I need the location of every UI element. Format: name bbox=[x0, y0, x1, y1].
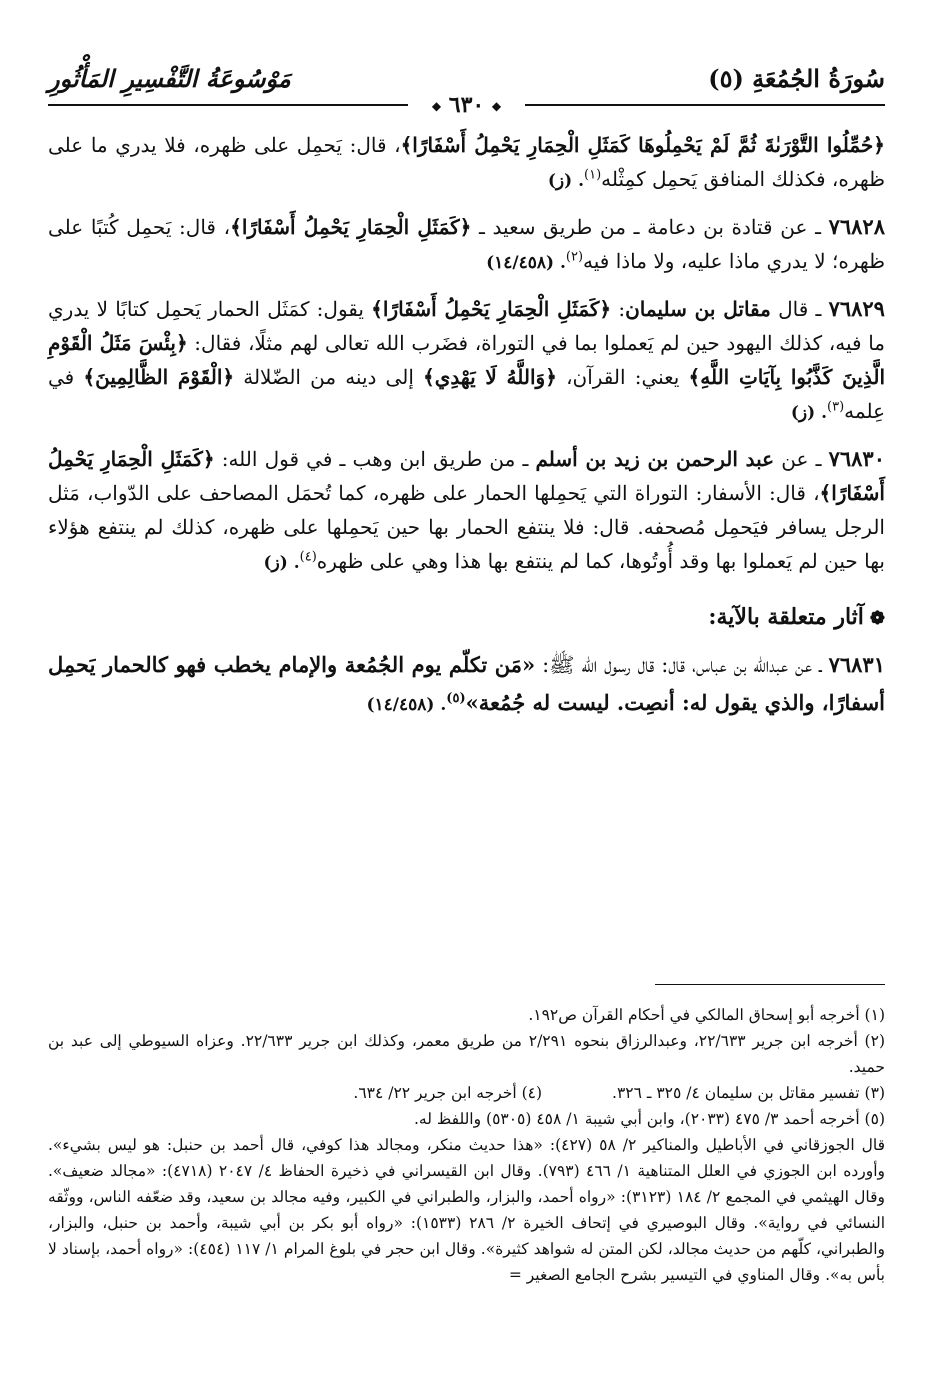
page-number-group bbox=[422, 92, 511, 118]
quran-quote: ﴿كَمَثَلِ الْحِمَارِ يَحْمِلُ أَسْفَارًا﴾ bbox=[230, 215, 472, 239]
footnote-5-continued: قال الجوزقاني في الأباطيل والمناكير ٢/ ٥٨ (٤٢٧): «هذا حديث منكر، ومجالد هذا كوفي، قال أحمد بن حنبل: هو ليس بشيء». وأورده ابن الجوزي في العلل المتناهية ١/ ٤٦٦ (٧٩٣). وقال ابن القيسراني في ذخيرة الحفاظ ٤/ ٢٠٤٧ (٤٧١٨): «مجالد ضعيف». وقال الهيثمي في المجمع ٢/ ١٨٤ (٣١٢٣): «رواه أحمد، والبزار، والطبراني في الكبير، وفيه مجالد بن سعيد، وقد ضعّفه الناس، ووثّقه النسائي في رواية». وقال البوصيري في إتحاف الخيرة ٢/ ٢٨٦ (١٥٣٣): «رواه أبو بكر بن أبي شيبة، وأحمد بن حنبل، والبزار، والطبراني، كلّهم من حديث مجالد، لكن المتن له شواهد كثيرة». وقال ابن حجر في بلوغ المرام ١/ ١١٧ (٤٥٤): «رواه أحمد، بإسناد لا بأس به». وقال المناوي في التيسير بشرح الجامع الصغير = bbox=[48, 1136, 886, 1284]
text: في عِلمه bbox=[48, 365, 885, 423]
text: ، قال: يَحمِل كُتبًا على ظهره؛ لا يدري ماذا عليه، ولا ماذا فيه bbox=[48, 215, 885, 273]
header-rule-left bbox=[48, 104, 408, 106]
narration-76828 bbox=[48, 210, 885, 280]
marker: . (ز) bbox=[263, 553, 300, 573]
footnote-ref[interactable]: (١) bbox=[584, 167, 602, 183]
quran-quote: ﴿كَمَثَلِ الْحِمَارِ يَحْمِلُ أَسْفَارًا﴾ bbox=[48, 447, 885, 505]
paragraph-continued bbox=[48, 128, 885, 198]
flower-icon: ❁ bbox=[869, 608, 885, 629]
marker: . (ز) bbox=[790, 403, 828, 423]
narration-76830 bbox=[48, 442, 885, 580]
footnote-ref[interactable]: (٢) bbox=[565, 249, 584, 265]
quran-quote: ﴿الْقَوْمَ الظَّالِمِينَ﴾ bbox=[83, 365, 235, 389]
hadith-text: «مَن تكلّم يوم الجُمُعة والإمام يخطب فهو كالحمار يَحمِل أسفارًا، والذي يقول له: أنصِت. ليست له جُمُعة» bbox=[48, 652, 885, 715]
narration-number: ٧٦٨٢٩ bbox=[828, 296, 885, 321]
footnote-ref[interactable]: (٥) bbox=[446, 691, 466, 706]
quran-quote: ﴿بِئْسَ مَثَلُ الْقَوْمِ الَّذِينَ كَذَّبُوا بِآيَاتِ اللَّهِ﴾ bbox=[48, 331, 886, 389]
page-header bbox=[48, 62, 885, 118]
quran-quote: ﴿وَاللَّهُ لَا يَهْدِي﴾ bbox=[423, 365, 557, 389]
marker: . (ز) bbox=[547, 171, 585, 191]
footnote-row bbox=[48, 1080, 885, 1106]
text: إلى دينه من الضّلالة bbox=[234, 365, 424, 389]
quran-quote: ﴿كَمَثَلِ الْحِمَارِ يَحْمِلُ أَسْفَارًا﴾ bbox=[371, 297, 612, 321]
header-rule-right bbox=[525, 104, 885, 106]
section-title: آثار متعلقة بالآية: bbox=[708, 604, 864, 630]
text: ـ عن عبدالله بن عباس، قال: قال رسول الله ﷺ: bbox=[535, 653, 829, 677]
narration-number: ٧٦٨٣١ bbox=[828, 652, 885, 677]
book-page bbox=[48, 62, 885, 1367]
section-heading bbox=[48, 600, 885, 636]
footnote-1: (١) أخرجه أبو إسحاق المالكي في أحكام القرآن ص١٩٢. bbox=[528, 1006, 885, 1024]
narration-76829 bbox=[48, 292, 885, 430]
text: ، قال: يَحمِل على ظهره، فلا يدري ما على ظهره، فكذلك المنافق يَحمِل كمِثْله bbox=[48, 133, 885, 191]
footnote-separator bbox=[655, 984, 885, 985]
footnote-ref[interactable]: (٤) bbox=[299, 549, 317, 565]
text: ـ عن bbox=[774, 447, 829, 471]
volume-reference: . (١٤/٤٥٨) bbox=[366, 695, 447, 715]
book-title: مَوْسُوعَةُ التَّفْسِيرِ المَأْثُورِ bbox=[48, 64, 291, 93]
ornament-icon: ◆ bbox=[491, 99, 502, 113]
volume-reference: . (١٤/٤٥٨) bbox=[486, 253, 566, 273]
narrator-name: عبد الرحمن بن زيد بن أسلم bbox=[535, 447, 775, 471]
footnote-5: (٥) أخرجه أحمد ٣/ ٤٧٥ (٢٠٣٣)، وابن أبي شيبة ١/ ٤٥٨ (٥٣٠٥) واللفظ له. bbox=[414, 1110, 885, 1128]
surah-title: سُورَةُ الجُمُعَةِ (٥) bbox=[708, 64, 885, 93]
text: ـ قال bbox=[770, 297, 829, 321]
narration-number: ٧٦٨٢٨ bbox=[828, 214, 885, 239]
header-rule bbox=[48, 92, 885, 118]
footnote-2: (٢) أخرجه ابن جرير ٢٢/٦٣٣، وعبدالرزاق بنحوه ٢/٢٩١ من طريق معمر، وكذلك ابن جرير ٢٢/٦٣٣. وعزاه السيوطي إلى عبد بن حميد. bbox=[48, 1032, 885, 1076]
text: يعني: القرآن، bbox=[556, 365, 689, 389]
narration-number: ٧٦٨٣٠ bbox=[828, 446, 885, 471]
narrator-name: مقاتل بن سليمان bbox=[625, 297, 771, 321]
text: ـ عن قتادة بن دعامة ـ من طريق سعيد ـ bbox=[471, 215, 829, 239]
footnote-ref[interactable]: (٣) bbox=[827, 399, 845, 415]
narration-76831 bbox=[48, 646, 885, 724]
page-number: ٦٣٠ bbox=[448, 92, 485, 118]
text: يقول: كمَثَل الحمار يَحمِل كتابًا لا يدري ما فيه، كذلك اليهود حين لم يَعملوا بما في التوراة، فضَرب الله تعالى لهم مثلًا، فقال: bbox=[48, 297, 885, 355]
quran-quote: ﴿حُمِّلُوا التَّوْرَىٰةَ ثُمَّ لَمْ يَحْمِلُوهَا كَمَثَلِ الْحِمَارِ يَحْمِلُ أَسْفَارًا﴾ bbox=[400, 133, 885, 157]
ornament-icon: ◆ bbox=[431, 99, 442, 113]
footnote-3: (٣) تفسير مقاتل بن سليمان ٤/ ٣٢٥ ـ ٣٢٦. bbox=[612, 1084, 885, 1102]
footnotes bbox=[48, 1002, 885, 1288]
main-text bbox=[48, 128, 885, 736]
footnote-4: (٤) أخرجه ابن جرير ٢٢/ ٦٣٤. bbox=[353, 1084, 543, 1102]
text: : bbox=[611, 297, 626, 321]
text: ، قال: الأسفار: التوراة التي يَحمِلها الحمار على ظهره، كما تُحمَل المصاحف على الدّواب، مَثل الرجل يسافر فيَحمِل مُصحفه. قال: فلا ينتفع الحمار بها حين يَحمِلها على ظهره، كذلك لم ينتفع هؤلاء بها حين لم يَعملوا بها وقد أُوتُوها، كما لم ينتفع بها هذا وهي على ظهره bbox=[48, 481, 885, 573]
text: ـ من طريق ابن وهب ـ في قول الله: bbox=[214, 447, 536, 471]
